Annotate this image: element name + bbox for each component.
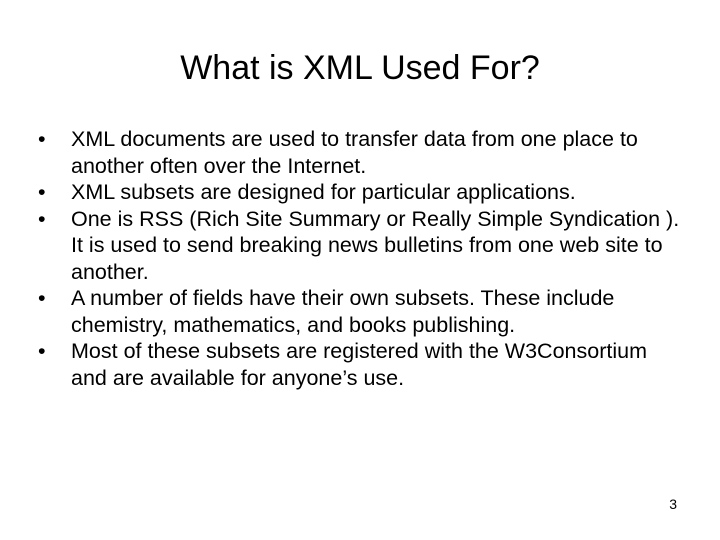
bullet-item [38,126,688,179]
bullet-text: XML documents are used to transfer data from one place to another often over the Internet. [71,127,638,178]
bullet-text: Most of these subsets are registered with the W3Consortium and are available for anyone’s use. [71,339,647,390]
bullet-dot-icon: • [38,206,46,231]
bullet-text: One is RSS (Rich Site Summary or Really Simple Syndication ). It is used to send breaking news bulletins from one web site to another. [71,206,680,284]
bullet-text: A number of fields have their own subsets. These include chemistry, mathematics, and books publishing. [71,286,615,337]
bullet-dot-icon: • [38,339,46,363]
bullet-dot-icon: • [38,127,46,151]
bullet-item [38,338,688,391]
bullet-list [38,126,688,391]
slide-title: What is XML Used For? [180,49,540,87]
bullet-item [38,285,688,338]
page-number: 3 [669,496,677,512]
bullet-dot-icon: • [38,180,46,204]
bullet-item [38,179,688,206]
bullet-item [38,206,688,286]
bullet-text: XML subsets are designed for particular applications. [71,180,576,204]
bullet-dot-icon: • [38,286,46,310]
